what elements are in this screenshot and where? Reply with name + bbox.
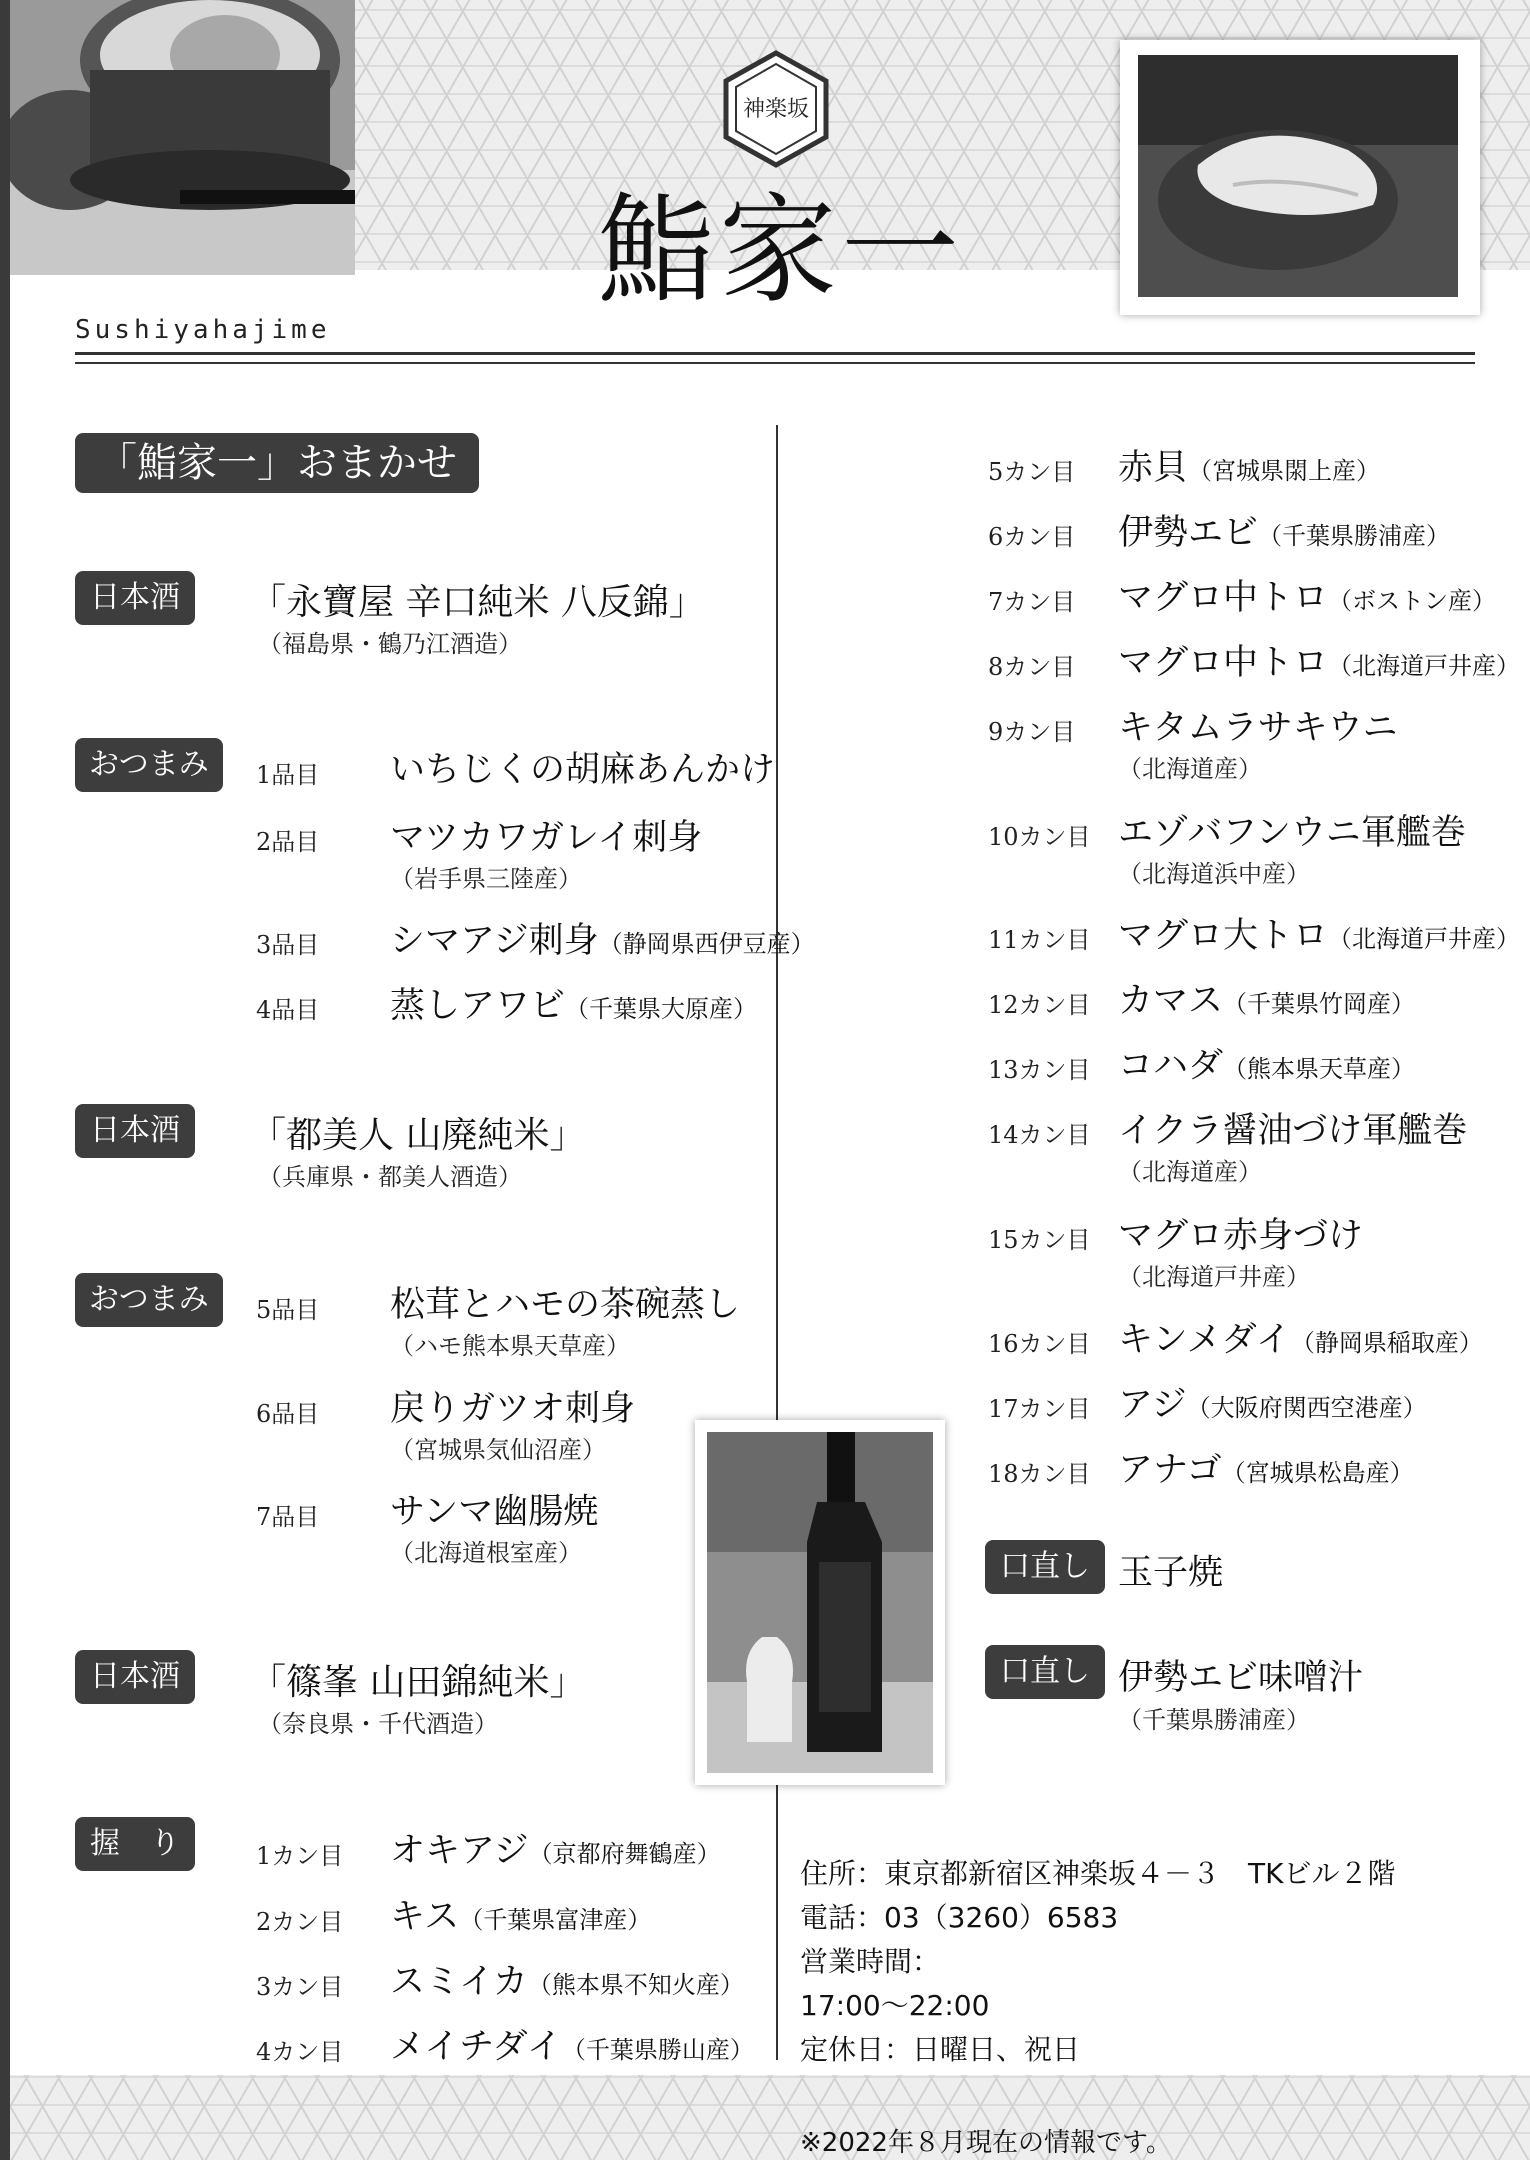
item-number: 6カン目 <box>988 523 1076 551</box>
kuchinaoshi-tag-2: 口直し <box>985 1645 1105 1699</box>
sake-name-3: 「篠峯 山田錦純米」 <box>250 1662 586 1703</box>
store-address: 住所：東京都新宿区神楽坂４－３ TKビル２階 <box>800 1857 1396 1890</box>
chawanmushi-photo <box>10 0 355 275</box>
item-number: 1品目 <box>256 761 320 789</box>
sake-tag-1: 日本酒 <box>75 571 195 625</box>
item-number: 17カン目 <box>988 1395 1091 1423</box>
closed-days: 定休日：日曜日、祝日 <box>800 2033 1081 2066</box>
kuchinaoshi-name-1: 玉子焼 <box>1118 1553 1224 1593</box>
item-number: 2品目 <box>256 828 320 856</box>
sake-bottle-photo <box>695 1420 945 1785</box>
asanoha-pattern-bottom <box>10 2075 1530 2160</box>
item-name: アナゴ（宮城県松島産） <box>1118 1450 1414 1490</box>
item-name: スミイカ（熊本県不知火産） <box>390 1962 744 2002</box>
item-origin: （北海道浜中産） <box>1118 860 1310 888</box>
sake-name-1: 「永寶屋 辛口純米 八反錦」 <box>250 582 705 623</box>
item-name: マグロ大トロ（北海道戸井産） <box>1118 916 1521 956</box>
item-number: 6品目 <box>256 1400 320 1428</box>
item-name: カマス（千葉県竹岡産） <box>1118 981 1416 1021</box>
sake-origin-2: （兵庫県・都美人酒造） <box>258 1163 522 1191</box>
item-origin: （宮城県気仙沼産） <box>390 1436 606 1464</box>
kuchinaoshi-origin-2: （千葉県勝浦産） <box>1118 1706 1310 1734</box>
item-name: キタムラサキウニ <box>1118 708 1398 748</box>
sake-origin-3: （奈良県・千代酒造） <box>258 1710 498 1738</box>
item-name: サンマ幽腸焼 <box>390 1492 599 1532</box>
item-number: 10カン目 <box>988 823 1091 851</box>
sake-tag-2: 日本酒 <box>75 1104 195 1158</box>
item-number: 16カン目 <box>988 1330 1091 1358</box>
item-name: コハダ（熊本県天草産） <box>1118 1046 1416 1086</box>
item-origin: （北海道産） <box>1118 755 1262 783</box>
item-number: 7品目 <box>256 1503 320 1531</box>
badge-text: 神楽坂 <box>742 97 809 122</box>
item-number: 14カン目 <box>988 1121 1091 1149</box>
item-name: イクラ醤油づけ軍艦巻 <box>1118 1111 1468 1151</box>
store-romaji: Sushiyahajime <box>75 315 331 345</box>
item-origin: （北海道根室産） <box>390 1539 582 1567</box>
nigiri-tag: 握 り <box>75 1817 195 1871</box>
item-name: キンメダイ（静岡県稲取産） <box>1118 1320 1483 1360</box>
kuchinaoshi-tag-1: 口直し <box>985 1540 1105 1594</box>
item-number: 1カン目 <box>256 1842 344 1870</box>
item-name: 蒸しアワビ（千葉県大原産） <box>390 986 758 1026</box>
item-origin: （ハモ熊本県天草産） <box>390 1332 630 1360</box>
item-name: オキアジ（京都府舞鶴産） <box>390 1831 721 1871</box>
store-name: 鮨家一 <box>596 181 963 319</box>
store-hours: 17:00～22:00 <box>800 1989 990 2022</box>
item-number: 9カン目 <box>988 718 1076 746</box>
item-name: エゾバフンウニ軍艦巻 <box>1118 813 1466 853</box>
item-origin: （北海道産） <box>1118 1158 1262 1186</box>
item-number: 3カン目 <box>256 1973 344 2001</box>
item-name: 伊勢エビ（千葉県勝浦産） <box>1118 513 1451 553</box>
column-divider <box>776 425 778 2060</box>
item-name: マツカワガレイ刺身 <box>390 818 703 858</box>
sake-tag-3: 日本酒 <box>75 1650 195 1704</box>
item-name: アジ（大阪府関西空港産） <box>1118 1385 1427 1425</box>
item-number: 3品目 <box>256 931 320 959</box>
item-number: 13カン目 <box>988 1056 1091 1084</box>
header-rule <box>75 352 1475 355</box>
item-name: 赤貝（宮城県閖上産） <box>1118 448 1381 488</box>
info-note: ※2022年８月現在の情報です。 <box>800 2128 1172 2158</box>
sake-origin-1: （福島県・鶴乃江酒造） <box>258 630 522 658</box>
sushi-photo <box>1120 40 1480 315</box>
item-name: マグロ赤身づけ <box>1118 1216 1364 1256</box>
item-number: 7カン目 <box>988 588 1076 616</box>
item-number: 5品目 <box>256 1296 320 1324</box>
item-name: 松茸とハモの茶碗蒸し <box>390 1285 741 1325</box>
item-name: シマアジ刺身（静岡県西伊豆産） <box>390 921 815 961</box>
item-name: 戻りガツオ刺身 <box>390 1389 636 1429</box>
item-number: 2カン目 <box>256 1908 344 1936</box>
otsumami-tag-2: おつまみ <box>75 1273 223 1327</box>
item-number: 4品目 <box>256 996 320 1024</box>
otsumami-tag-1: おつまみ <box>75 738 223 792</box>
left-edge <box>0 0 10 2160</box>
course-title: 「鮨家一」おまかせ <box>75 433 479 493</box>
item-number: 5カン目 <box>988 458 1076 486</box>
kuchinaoshi-name-2: 伊勢エビ味噌汁 <box>1118 1658 1364 1698</box>
item-number: 8カン目 <box>988 653 1076 681</box>
sake-name-2: 「都美人 山廃純米」 <box>250 1115 586 1156</box>
item-name: マグロ中トロ（北海道戸井産） <box>1118 643 1521 683</box>
header-rule-thin <box>75 362 1475 364</box>
item-number: 15カン目 <box>988 1226 1091 1254</box>
item-name: キス（千葉県富津産） <box>390 1897 652 1937</box>
item-number: 4カン目 <box>256 2038 344 2066</box>
item-name: メイチダイ（千葉県勝山産） <box>390 2027 754 2067</box>
item-origin: （岩手県三陸産） <box>390 865 582 893</box>
item-number: 18カン目 <box>988 1460 1091 1488</box>
item-name: いちじくの胡麻あんかけ <box>390 750 776 790</box>
store-phone: 電話：03（3260）6583 <box>800 1901 1119 1934</box>
item-number: 12カン目 <box>988 991 1091 1019</box>
kagurazaka-badge <box>722 50 830 168</box>
item-number: 11カン目 <box>988 926 1091 954</box>
item-name: マグロ中トロ（ボストン産） <box>1118 578 1497 618</box>
item-origin: （北海道戸井産） <box>1118 1263 1310 1291</box>
hours-label: 営業時間： <box>800 1945 941 1978</box>
